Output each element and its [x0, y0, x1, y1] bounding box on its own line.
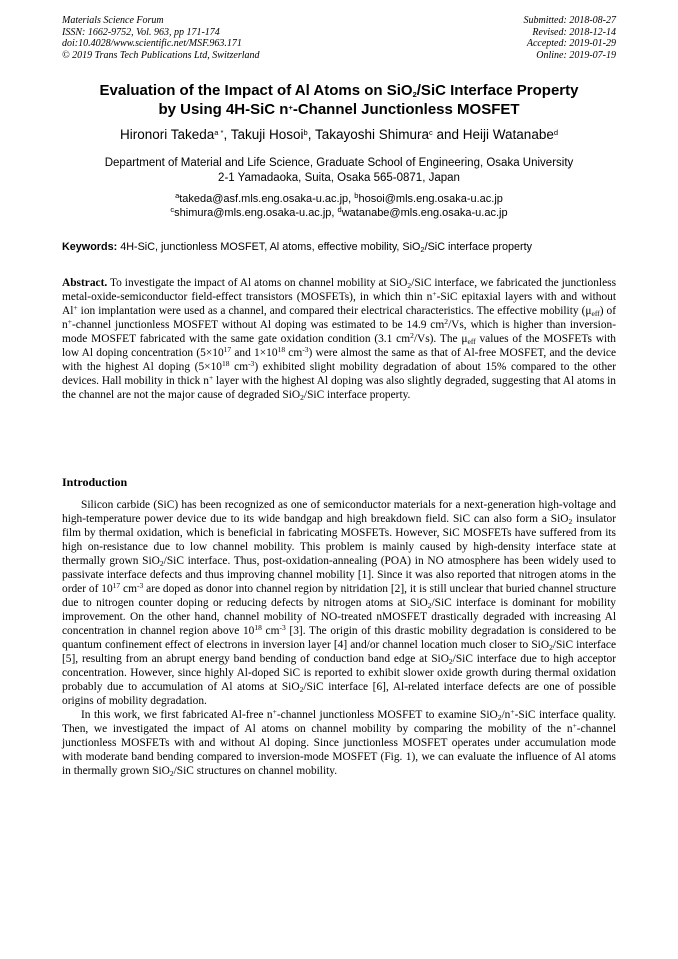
publication-dates	[524, 15, 617, 61]
online-date: Online: 2019-07-19	[536, 49, 616, 61]
introduction-body	[62, 498, 616, 778]
section-heading-introduction: Introduction	[62, 475, 128, 489]
author-name: Heiji Watanabe	[462, 127, 554, 142]
author-affiliation-mark: c	[429, 128, 433, 137]
paragraph: Silicon carbide (SiC) has been recognized as one of semiconductor materials for a next-generation high-voltage and high-temperature power device due to its wide bandgap and high breakdown field. SiC can also form a SiO$_2$ insulator film by thermal oxidation, which is beneficial in fabricating MOSFETs. However, SiC MOSFETs have suffered from its high on-resistance due to low channel mobility. This problem is mainly caused by high-density interface state at thermally grown SiO$_2$/SiC interface. Thus, post-oxidation-annealing (POA) in NO atmosphere has been widely used to passivate interface defects and thus improving channel mobility [1]. Since it was also reported that nitrogen atoms in the order of $10^{17}$ $cm^{-3}$ are doped as donor into channel region by nitridation [2], it is still unclear that buried channel structure due to nitrogen counter doping or reducing defects by nitrogen atoms at SiO$_2$/SiC interface is dominant for mobility improvement. On the other hand, channel mobility of NO-treated nMOSFET drastically degraded with increasing Al concentration in channel region above $10^{18}$ $cm^{-3}$ [3]. The origin of this drastic mobility degradation is considered to be quantum confinement effect of electrons in inversion layer [4] and/or channel location much closer to SiO$_2$/SiC interface [5], resulting from an abrupt energy band bending of conduction band edge at SiO$_2$/SiC interface due to high acceptor concentration. However, since highly Al-doped SiC is reported to exhibit slower oxide growth during thermal oxidation probably due to accumulation of Al atoms at SiO$_2$/SiC interface [6], Al-related interface defects are one of possible origins of mobility degradation.	[62, 499, 617, 707]
abstract-label: Abstract.	[62, 277, 108, 289]
submitted-date: Submitted: 2018-08-27	[523, 15, 616, 26]
author-affiliation-mark: d	[553, 128, 559, 137]
title-line-1: Evaluation of the Impact of Al Atoms on SiO$_2$/SiC Interface Property	[99, 82, 579, 99]
email-link[interactable]: shimura@mls.eng.osaka-u.ac.jp,	[174, 206, 338, 219]
paragraph: In this work, we first fabricated Al-free n+-channel junctionless MOSFET to examine SiO$_2$/n+-SiC interface quality. Then, we investigated the impact of Al atoms on channel mobility by comparing the mobility of the n+-channel junctionless MOSFETs with and without Al doping. Since junctionless MOSFET operates under accumulation mode with moderate band bending compared to inversion-mode MOSFET (Fig. 1), we can evaluate the influence of Al atoms in thermally grown SiO$_2$/SiC structures on channel mobility.	[62, 707, 616, 778]
keywords: Keywords: 4H-SiC, junctionless MOSFET, Al atoms, effective mobility, SiO$_2$/SiC interface property	[62, 241, 533, 254]
author-emails	[40, 193, 638, 220]
author-list: Hironori Takeda$^{a *}$, Takuji Hosoi$^b$, Takayoshi Shimura$^c$ and Heiji Watanabe$^d$	[119, 127, 559, 142]
revised-date: Revised: 2018-12-14	[532, 26, 616, 38]
issn-volume: ISSN: 1662-9752, Vol. 963, pp 171-174	[62, 26, 220, 38]
copyright: © 2019 Trans Tech Publications Ltd, Switzerland	[62, 49, 260, 61]
publication-info	[62, 15, 260, 61]
author-affiliation-mark: a *	[214, 128, 224, 137]
title-line-2: by Using 4H-SiC n+-Channel Junctionless MOSFET	[158, 100, 520, 118]
doi: doi:10.4028/www.scientific.net/MSF.963.171	[62, 38, 242, 50]
abstract: Abstract. To investigate the impact of Al atoms on channel mobility at SiO$_2$/SiC interface, we fabricated the junctionless metal-oxide-semiconductor field-effect transistors (MOSFETs), in which thin n+-SiC epitaxial layers with and without Al+ ion implantation were used as a channel, and compared their electrical characteristics. The effective mobility $(\mu_{eff})$ of n+-channel junctionless MOSFET without Al doping was estimated to be 14.9 $cm^2/Vs$, which is higher than inversion-mode MOSFET fabricated with the same gate oxidation condition (3.1 $cm^2/Vs$). The $\mu_{eff}$ values of the MOSFETs with low Al doping concentration ($5\times 10^{17}$ and $1\times 10^{18}$ $cm^{-3}$) were almost the same as that of Al-free MOSFET, and the device with the highest Al doping ($5\times 10^{18}$ $cm^{-3}$) exhibited slight mobility degradation of about 15% compared to the other devices. Hall mobility in thick n+ layer with the highest Al doping was also slightly degraded, suggesting that Al atoms in the channel are not the major cause of degraded SiO$_2$/SiC interface property.	[62, 277, 617, 402]
journal-name: Materials Science Forum	[62, 15, 164, 26]
affiliation-department: Department of Material and Life Science, Graduate School of Engineering, Osaka University	[104, 157, 574, 169]
paper-title	[40, 82, 638, 119]
email-link[interactable]: takeda@asf.mls.eng.osaka-u.ac.jp,	[179, 193, 355, 205]
accepted-date: Accepted: 2019-01-29	[526, 38, 616, 50]
author-name: Hironori Takeda	[119, 127, 215, 142]
email-link[interactable]: hosoi@mls.eng.osaka-u.ac.jp	[358, 193, 503, 205]
email-link[interactable]: watanabe@mls.eng.osaka-u.ac.jp	[341, 206, 508, 219]
keywords-label: Keywords:	[62, 241, 118, 253]
email-line-1: $^a$takeda@asf.mls.eng.osaka-u.ac.jp, $^b$hosoi@mls.eng.osaka-u.ac.jp	[175, 191, 503, 205]
author-affiliation-mark: b	[303, 128, 308, 137]
author-name: Takayoshi Shimura	[314, 127, 430, 142]
affiliation-address: 2-1 Yamadaoka, Suita, Osaka 565-0871, Japan	[218, 171, 460, 184]
affiliation	[40, 156, 638, 185]
email-line-2: $^c$shimura@mls.eng.osaka-u.ac.jp, $^d$watanabe@mls.eng.osaka-u.ac.jp	[170, 204, 508, 219]
author-name: Takuji Hosoi	[230, 127, 304, 142]
